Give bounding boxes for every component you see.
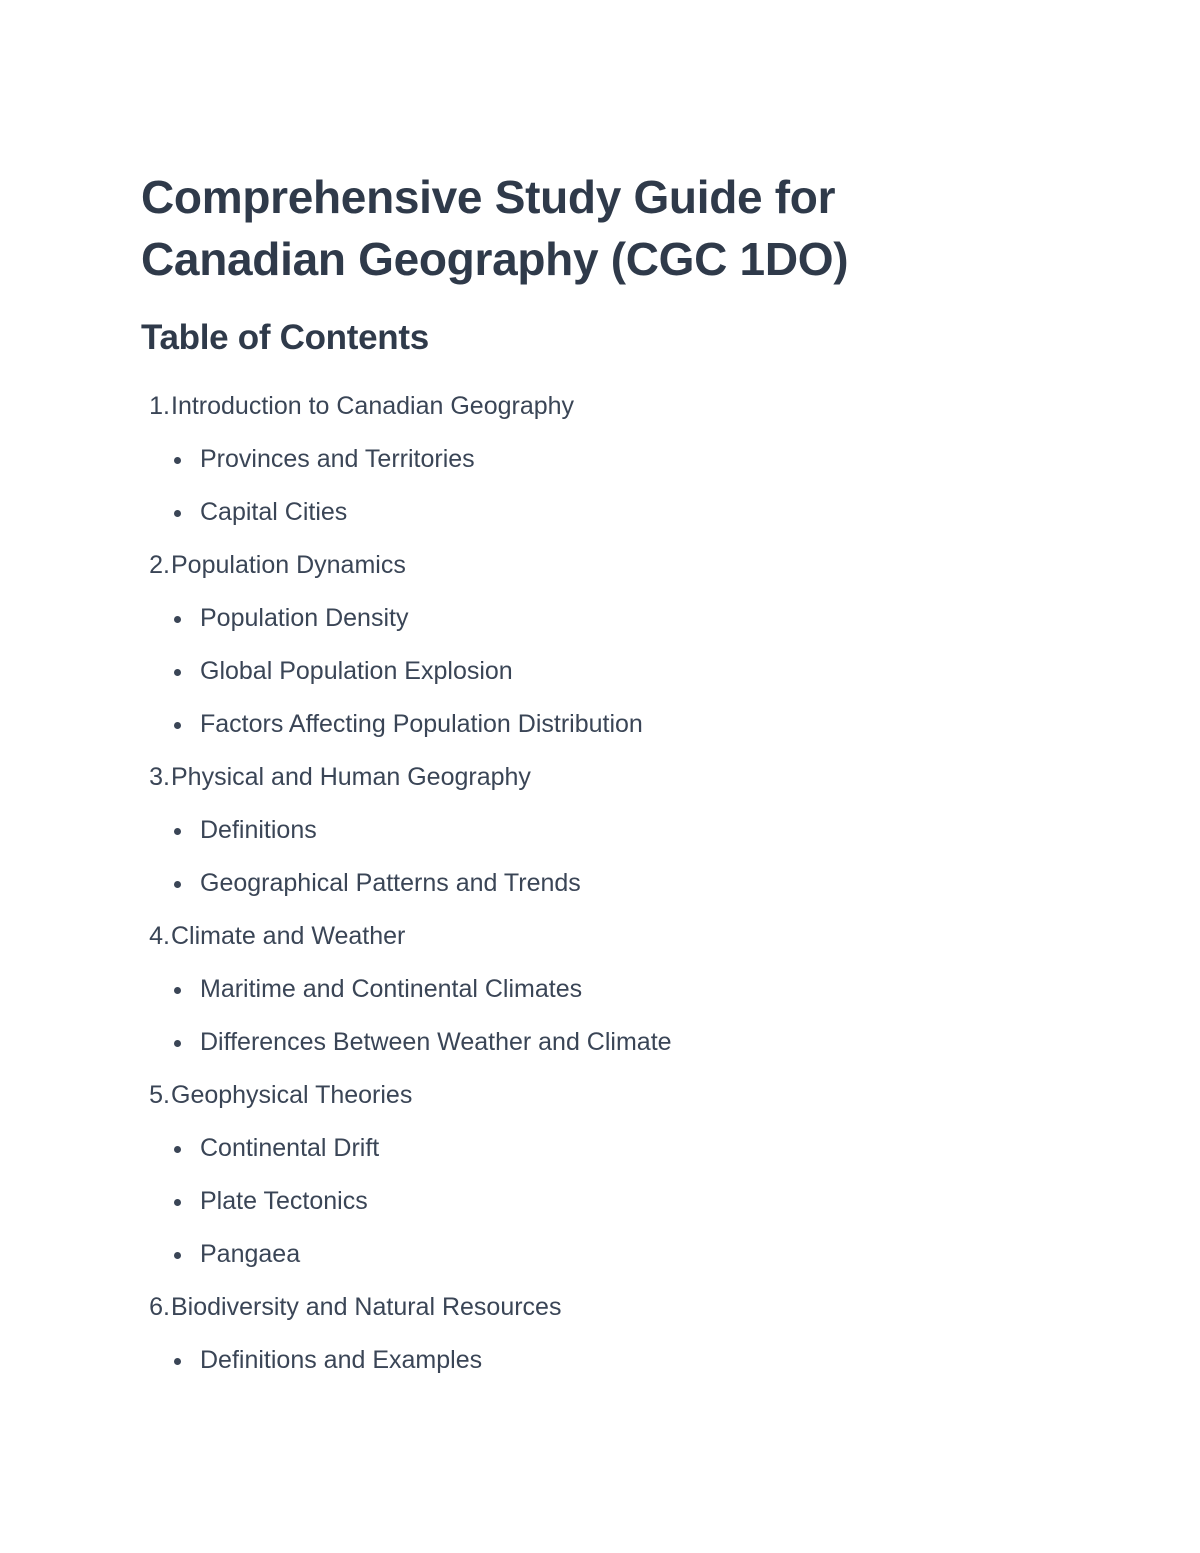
toc-subitem[interactable] <box>141 1334 1041 1387</box>
bullet-icon <box>171 1175 200 1228</box>
bullet-icon <box>171 1334 200 1387</box>
bullet-icon <box>171 698 200 751</box>
toc-heading: Table of Contents <box>141 318 429 357</box>
toc-subitem-label: Definitions and Examples <box>200 1346 483 1374</box>
toc-section[interactable] <box>141 1281 1041 1334</box>
table-of-contents <box>141 380 1041 1387</box>
toc-subitem-label: Capital Cities <box>200 498 348 526</box>
toc-section[interactable] <box>141 910 1041 963</box>
toc-section-label: Physical and Human Geography <box>171 763 531 791</box>
toc-section-number: 6. <box>149 1293 170 1321</box>
toc-section-label: Introduction to Canadian Geography <box>171 392 575 420</box>
bullet-icon <box>171 645 200 698</box>
page-title: Comprehensive Study Guide for Canadian Geography (CGC 1DO) <box>141 171 849 285</box>
bullet-icon <box>171 804 200 857</box>
toc-subitem[interactable] <box>141 698 1041 751</box>
toc-section-label: Climate and Weather <box>171 922 406 950</box>
toc-section-label: Population Dynamics <box>171 551 406 579</box>
toc-subitem-label: Provinces and Territories <box>200 445 475 473</box>
toc-subitem-label: Pangaea <box>200 1240 301 1268</box>
toc-subitem-label: Continental Drift <box>200 1134 380 1162</box>
toc-subitem[interactable] <box>141 857 1041 910</box>
toc-subitem[interactable] <box>141 486 1041 539</box>
toc-subitem[interactable] <box>141 1175 1041 1228</box>
toc-section[interactable] <box>141 380 1041 433</box>
toc-subitem-label: Plate Tectonics <box>200 1187 368 1215</box>
toc-subitem-label: Differences Between Weather and Climate <box>200 1028 672 1056</box>
bullet-icon <box>171 1228 200 1281</box>
toc-subitem[interactable] <box>141 592 1041 645</box>
toc-subitem[interactable] <box>141 804 1041 857</box>
toc-section-label: Geophysical Theories <box>171 1081 413 1109</box>
toc-section-number: 1. <box>149 392 170 420</box>
toc-section-number: 4. <box>149 922 170 950</box>
bullet-icon <box>171 592 200 645</box>
toc-subitem[interactable] <box>141 1228 1041 1281</box>
toc-section[interactable] <box>141 1069 1041 1122</box>
toc-subitem[interactable] <box>141 1122 1041 1175</box>
toc-subitem[interactable] <box>141 963 1041 1016</box>
bullet-icon <box>171 1122 200 1175</box>
toc-subitem-label: Factors Affecting Population Distribution <box>200 710 643 738</box>
toc-section[interactable] <box>141 539 1041 592</box>
toc-subitem-label: Definitions <box>200 816 317 844</box>
toc-subitem[interactable] <box>141 1016 1041 1069</box>
bullet-icon <box>171 486 200 539</box>
toc-subitem-label: Population Density <box>200 604 409 632</box>
bullet-icon <box>171 857 200 910</box>
toc-subitem-label: Geographical Patterns and Trends <box>200 869 581 897</box>
toc-subitem[interactable] <box>141 645 1041 698</box>
toc-section-label: Biodiversity and Natural Resources <box>171 1293 562 1321</box>
toc-section-number: 2. <box>149 551 170 579</box>
toc-section[interactable] <box>141 751 1041 804</box>
bullet-icon <box>171 1016 200 1069</box>
bullet-icon <box>171 433 200 486</box>
toc-subitem[interactable] <box>141 433 1041 486</box>
toc-section-number: 5. <box>149 1081 170 1109</box>
toc-subitem-label: Global Population Explosion <box>200 657 513 685</box>
toc-section-number: 3. <box>149 763 170 791</box>
bullet-icon <box>171 963 200 1016</box>
toc-subitem-label: Maritime and Continental Climates <box>200 975 583 1003</box>
